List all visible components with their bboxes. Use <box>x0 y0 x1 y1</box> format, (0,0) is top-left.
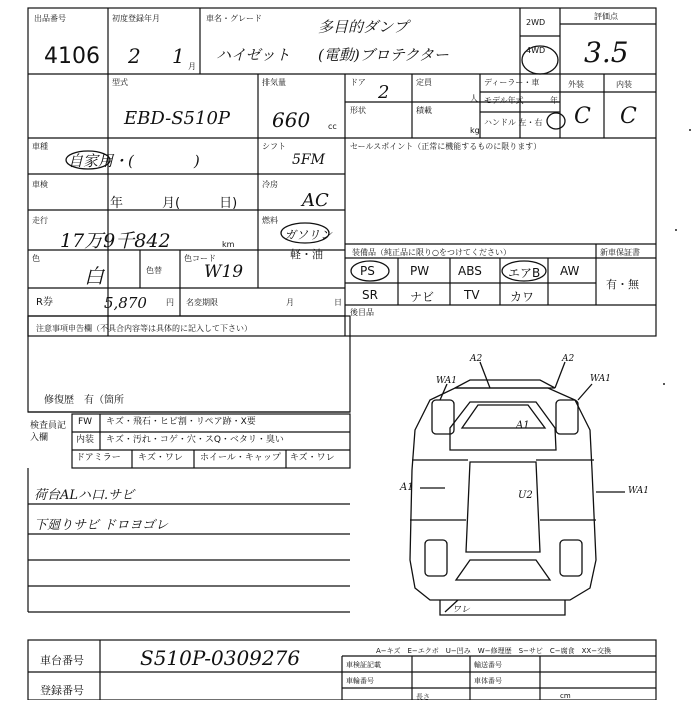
lot-no-label: 出品番号 <box>34 14 66 23</box>
fw-text: キズ・飛石・ヒビ割・リペア跡・X要 <box>106 417 256 427</box>
displacement: 660 <box>272 108 311 132</box>
equip-aw: AW <box>560 264 580 278</box>
repair-label: 修復歴 有（箇所 <box>44 395 124 406</box>
fuel-other: 軽・油 <box>290 248 323 261</box>
score-label: 評価点 <box>594 12 618 21</box>
model-code: EBD-S510P <box>124 108 231 129</box>
handle-label: ハンドル 左・右 <box>484 118 543 127</box>
stamp-label-3: 輸送番号 <box>474 661 502 669</box>
model-name: ハイゼット <box>216 46 291 64</box>
interior-head: 内装 <box>76 435 95 445</box>
diagram-mark-wa1-right: WA1 <box>590 374 612 384</box>
handwritten-note-1: 荷台ALハ口.サビ <box>34 488 135 503</box>
year-suffix: 年 <box>550 96 558 105</box>
inspector-label: 検査員記入欄 <box>30 421 67 443</box>
first-reg-label: 初度登録年月 <box>112 14 160 23</box>
name-change-label: 名変期限 <box>186 298 218 307</box>
caution-label: 注意事項申告欄（不具合内容等は具体的に記入して下さい） <box>36 324 252 333</box>
color-code: W19 <box>204 262 244 282</box>
fuel-value: ガソリン <box>284 228 333 242</box>
equip-ps: PS <box>360 264 375 278</box>
shift-value: 5FM <box>292 152 325 168</box>
month-suffix: 月 <box>188 62 196 71</box>
km-unit: km <box>222 240 235 249</box>
first-reg-month: 1 <box>172 44 185 68</box>
damage-legend: A−キズ E−エクボ U−凹み W−修理歴 S−サビ C−腐食 XX−交換 <box>376 647 612 655</box>
diagram-mark-wa1-left: WA1 <box>436 376 458 386</box>
stamp-label-4: 車体番号 <box>474 677 502 685</box>
color-change-label: 色替 <box>146 266 162 275</box>
grade-line1: 多目的ダンプ <box>318 18 409 36</box>
drive-4wd: 4WD <box>526 46 546 55</box>
equip-sr: SR <box>362 288 378 302</box>
equip-leather: カワ <box>510 290 535 304</box>
new-car-label: 新車保証書 <box>600 248 640 257</box>
yen-unit: 円 <box>166 298 174 307</box>
diagram-mark-wa1-side: WA1 <box>628 486 650 496</box>
handwritten-note-2: 下廻りサビ ドロヨゴレ <box>34 518 169 533</box>
equip-tv: TV <box>464 288 480 302</box>
kg-unit: kg <box>470 126 480 135</box>
stamp-label-2: 車輪番号 <box>346 677 374 685</box>
recycle-label: R券 <box>36 297 53 308</box>
diagram-mark-a2-left: A2 <box>470 354 483 364</box>
interior-text: キズ・汚れ・コゲ・穴・スQ・ベタリ・臭い <box>106 435 284 445</box>
mirror-head: ドアミラー <box>76 453 121 463</box>
circle-mark-handle <box>547 113 565 129</box>
usage-label: 車種 <box>32 142 48 151</box>
diagram-mark-crack: ワレ <box>452 605 471 615</box>
mileage-value: 17万9千842 <box>60 230 171 252</box>
chassis-label: 車台番号 <box>40 654 84 667</box>
stamp-label-1: 車検証記載 <box>346 661 381 669</box>
persons-unit: 人 <box>470 94 478 103</box>
lot-no: 4106 <box>44 44 100 69</box>
recycle-value: 5,870 <box>104 294 147 312</box>
new-car-value: 有・無 <box>606 278 639 291</box>
shift-label: シフト <box>262 142 286 151</box>
reg-label: 登録番号 <box>40 684 84 697</box>
first-reg-year: 2 <box>128 44 141 68</box>
name-change-day: 日 <box>334 298 342 307</box>
rear-seat-label: 後目品 <box>350 308 374 317</box>
mirror-text: キズ・ワレ <box>138 453 183 463</box>
equipment-label: 装備品（純正品に限り○をつけてください） <box>352 248 511 257</box>
equip-airbag: エアB <box>508 266 541 280</box>
score: 3.5 <box>584 36 629 69</box>
equip-pw: PW <box>410 264 430 278</box>
equip-navi: ナビ <box>410 290 435 304</box>
model-grade-label: 車名・グレード <box>206 14 262 23</box>
chassis-value: S510P-0309276 <box>140 646 301 670</box>
model-code-label: 型式 <box>112 78 128 87</box>
wheel-text: ホイール・キャップ キズ・ワレ <box>200 453 335 463</box>
doors-label: ドア <box>350 78 366 87</box>
diagram-mark-a1-left: A1 <box>400 482 414 493</box>
cc-unit: cc <box>328 122 337 131</box>
exterior-label: 外装 <box>568 80 584 89</box>
drive-2wd: 2WD <box>526 18 546 27</box>
doors: 2 <box>378 82 390 103</box>
diagram-mark-u2: U2 <box>518 490 533 501</box>
inspection-label: 車検 <box>32 180 48 189</box>
shape-label: 形状 <box>350 106 366 115</box>
grade-line2: (電動)ブロテクター <box>318 46 449 64</box>
displacement-label: 排気量 <box>262 78 286 87</box>
color-code-label: 色コード <box>184 254 216 263</box>
equip-abs: ABS <box>458 264 482 278</box>
cm-unit: cm <box>560 692 571 700</box>
interior-label: 内装 <box>616 80 632 89</box>
fuel-label: 燃料 <box>262 216 278 225</box>
mileage-label: 走行 <box>32 216 48 225</box>
model-year-label: モデル年式 <box>484 96 524 105</box>
diagram-mark-a1-center: A1 <box>516 420 530 431</box>
capacity-label: 定員 <box>416 78 432 87</box>
color-label: 色 <box>32 254 40 263</box>
sales-point-label: セールスポイント（正常に機能するものに限ります） <box>350 142 542 151</box>
usage-value: 自家用・( ) <box>68 152 200 170</box>
interior-grade: C <box>620 104 637 129</box>
color-value: 白 <box>84 264 104 288</box>
inspection-value: 年 月( 日) <box>110 196 238 211</box>
load-label: 積載 <box>416 106 432 115</box>
length-label: 長さ <box>416 693 430 701</box>
vehicle-diagram <box>410 362 625 615</box>
dealer-label: ディーラー・車 <box>484 78 540 87</box>
fw-head: FW <box>78 417 93 427</box>
cooler-label: 冷房 <box>262 180 278 189</box>
name-change-month: 月 <box>286 298 294 307</box>
exterior-grade: C <box>574 104 591 129</box>
diagram-mark-a2-right: A2 <box>562 354 575 364</box>
cooler-value: AC <box>302 190 329 211</box>
